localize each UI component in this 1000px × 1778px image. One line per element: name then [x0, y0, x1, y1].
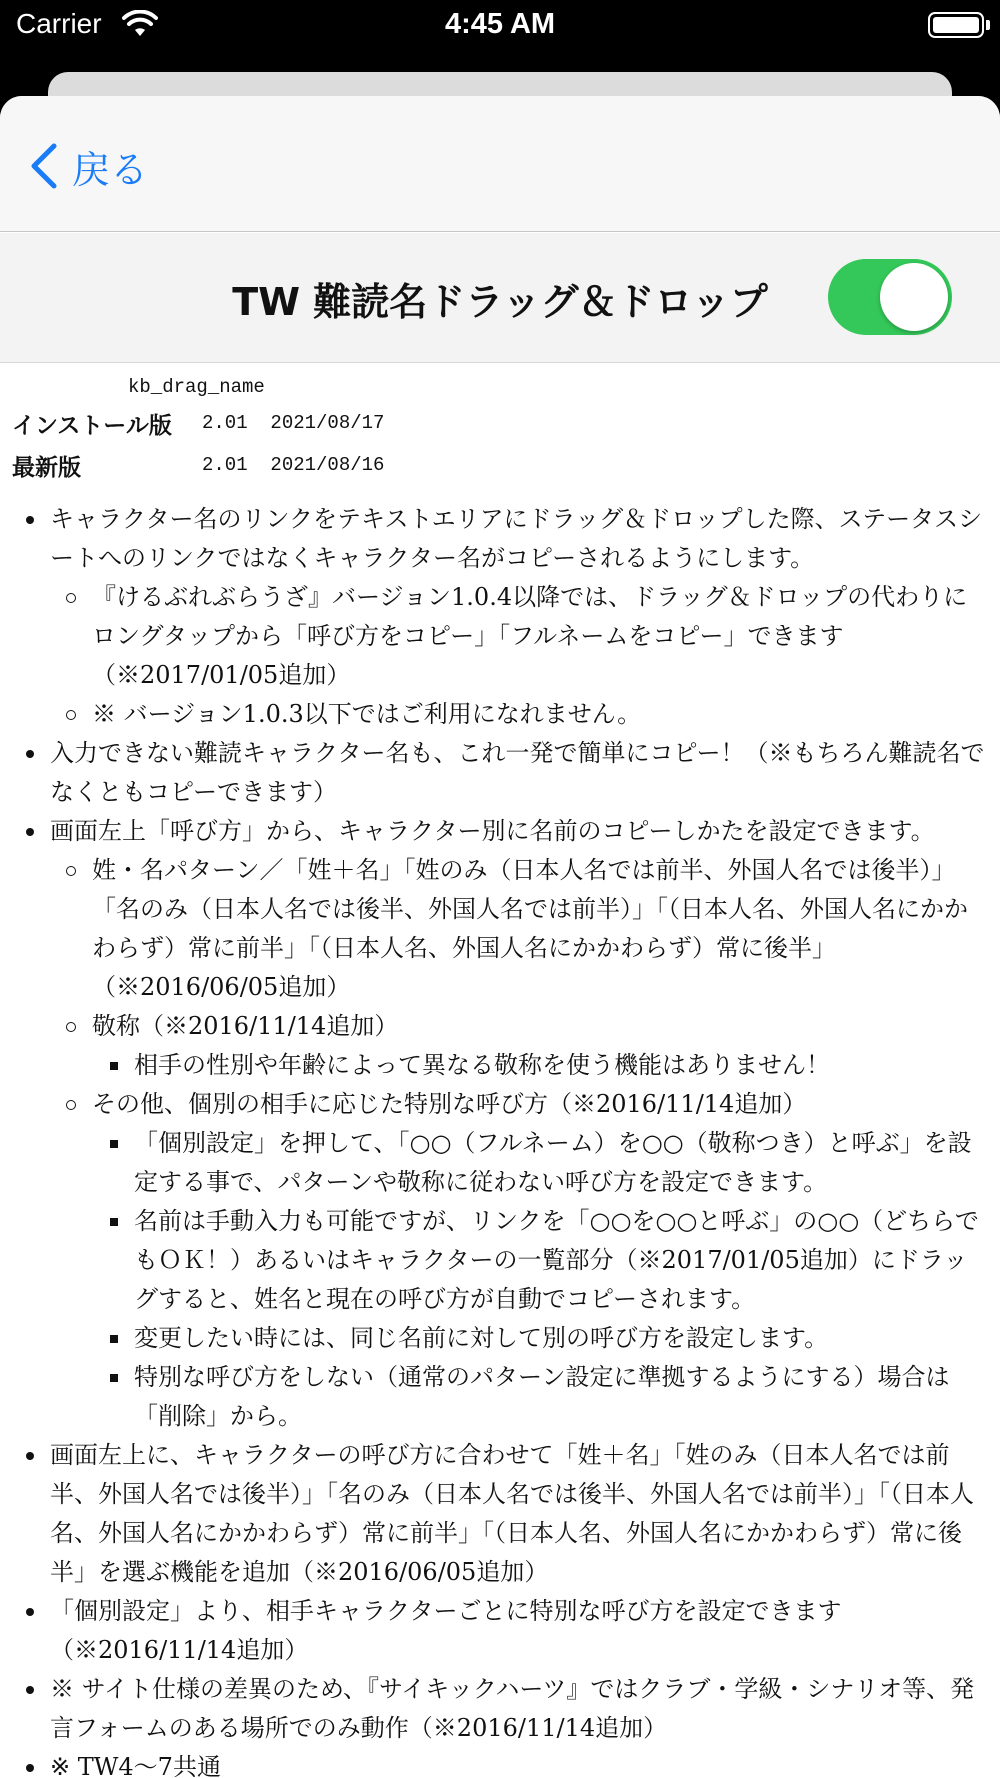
feature-text: 相手の性別や年齢によって異なる敬称を使う機能はありません！	[134, 1051, 830, 1079]
feature-text: ※ TW4～7共通	[50, 1753, 221, 1778]
list-item	[12, 734, 988, 812]
status-bar	[0, 0, 1000, 52]
chevron-left-icon	[28, 142, 58, 190]
list-item	[12, 1670, 988, 1748]
list-item	[92, 1358, 988, 1436]
toggle-knob	[880, 263, 948, 331]
feature-text: 特別な呼び方をしない（通常のパターン設定に準拠するようにする）場合は「削除」から。	[134, 1363, 950, 1430]
list-item	[12, 1748, 988, 1778]
list-item	[92, 1202, 988, 1319]
clock: 4:45 AM	[444, 8, 556, 40]
installed-version-label: インストール版	[12, 411, 172, 439]
modal-sheet	[0, 96, 1000, 1778]
list-item	[92, 1124, 988, 1202]
back-label: 戻る	[72, 147, 149, 192]
list-item	[50, 851, 988, 1007]
script-id: kb_drag_name	[128, 376, 265, 398]
feature-text: 敬称（※2016/11/14追加）	[92, 1012, 399, 1040]
list-item	[50, 695, 988, 734]
navigation-bar	[0, 96, 1000, 232]
latest-version-row	[12, 444, 988, 486]
script-header	[0, 233, 1000, 363]
script-details	[0, 364, 1000, 1778]
list-item	[12, 812, 988, 1436]
latest-version-value: 2.01 2021/08/16	[202, 454, 385, 476]
feature-text: ※ バージョン1.0.3以下ではご利用になれません。	[92, 700, 642, 728]
latest-version-label: 最新版	[12, 453, 81, 481]
feature-text: 入力できない難読キャラクター名も、これ一発で簡単にコピー！（※もちろん難読名でなくともコピーできます）	[50, 739, 985, 806]
script-title: TW 難読名ドラッグ＆ドロップ	[232, 280, 768, 324]
list-item	[50, 1085, 988, 1436]
feature-text: 名前は手動入力も可能ですが、リンクを「○○を○○と呼ぶ」の○○（どちらでもＯＫ！）あるいはキャラクターの一覧部分（※2017/01/05追加）にドラッグすると、姓名と現在の呼び方が自動でコピーされます。	[134, 1207, 979, 1313]
list-item	[50, 1007, 988, 1085]
feature-text: 『けるぶれぶらうざ』バージョン1.0.4以降では、ドラッグ＆ドロップの代わりにロングタップから「呼び方をコピー」「フルネームをコピー」できます（※2017/01/05追加）	[92, 583, 968, 689]
battery-icon	[928, 12, 984, 38]
feature-text: 「個別設定」を押して、「○○（フルネーム）を○○（敬称つき）と呼ぶ」を設定する事で、パターンや敬称に従わない呼び方を設定できます。	[134, 1129, 972, 1196]
feature-text: その他、個別の相手に応じた特別な呼び方（※2016/11/14追加）	[92, 1090, 807, 1118]
enable-toggle[interactable]	[828, 259, 952, 335]
list-item	[92, 1046, 988, 1085]
feature-text: 画面左上に、キャラクターの呼び方に合わせて「姓＋名」「姓のみ（日本人名では前半、外国人名では後半）」「名のみ（日本人名では後半、外国人名では前半）」「（日本人名、外国人名にかかわらず）常に前半」「（日本人名、外国人名にかかわらず）常に後半」を選ぶ機能を追加（※2016/06/05追加）	[50, 1441, 974, 1586]
feature-text: 変更したい時には、同じ名前に対して別の呼び方を設定します。	[134, 1324, 829, 1352]
list-item	[12, 500, 988, 734]
list-item	[50, 578, 988, 695]
feature-text: ※ サイト仕様の差異のため、『サイキックハーツ』ではクラブ・学級・シナリオ等、発言フォームのある場所でのみ動作（※2016/11/14追加）	[50, 1675, 975, 1742]
installed-version-value: 2.01 2021/08/17	[202, 412, 385, 434]
list-item	[92, 1319, 988, 1358]
back-button[interactable]	[28, 140, 148, 192]
installed-version-row	[12, 402, 988, 444]
list-item	[12, 1592, 988, 1670]
list-item	[12, 1436, 988, 1592]
feature-text: 「個別設定」より、相手キャラクターごとに特別な呼び方を設定できます（※2016/11/14追加）	[50, 1597, 842, 1664]
battery-nub	[986, 20, 990, 30]
carrier-label: Carrier	[16, 8, 102, 39]
feature-text: 画面左上「呼び方」から、キャラクター別に名前のコピーしかたを設定できます。	[50, 817, 935, 845]
feature-list	[12, 500, 988, 1778]
feature-text: キャラクター名のリンクをテキストエリアにドラッグ＆ドロップした際、ステータスシートへのリンクではなくキャラクター名がコピーされるようにします。	[50, 505, 983, 572]
feature-text: 姓・名パターン／「姓＋名」「姓のみ（日本人名では前半、外国人名では後半）」「名のみ（日本人名では後半、外国人名では前半）」「（日本人名、外国人名にかかわらず）常に前半」「（日本人名、外国人名にかかわらず）常に後半」（※2016/06/05追加）	[92, 856, 968, 1001]
